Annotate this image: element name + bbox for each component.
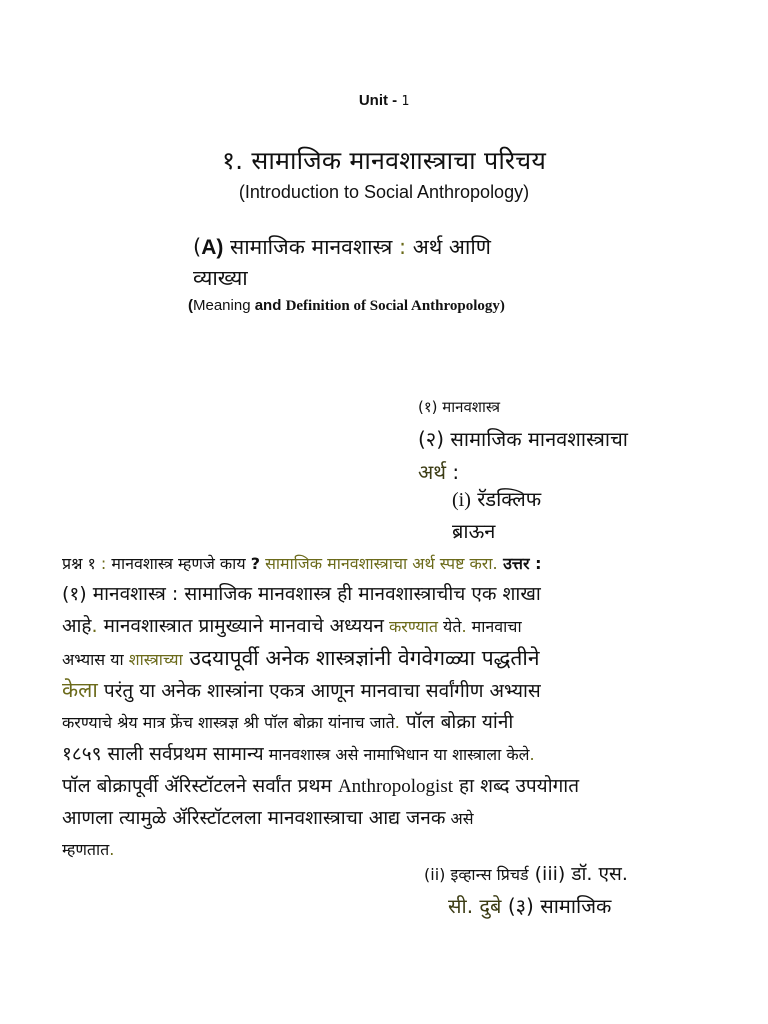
answer-l6-b: मानवशास्त्र असे नामाभिधान या शास्त्राला केले (263, 745, 530, 764)
chapter-title: १. सामाजिक मानवशास्त्राचा परिचय (221, 146, 547, 175)
question-period: . (492, 554, 498, 573)
chapter-subtitle: (Introduction to Social Anthropology) (238, 182, 530, 202)
answer-line-8 (62, 802, 702, 834)
answer-l2-dot: . (91, 615, 98, 637)
answer-l2-b: मानवशास्त्रात प्रामुख्याने मानवाचे अध्ययन (97, 615, 384, 637)
answer-l8-a: आणला त्यामुळे ॲरिस्टॉटलला मानवशास्त्राचा आद्य जनक (62, 807, 446, 829)
unit-heading (0, 92, 768, 109)
answer-l7-latin: Anthropologist (337, 776, 453, 797)
footer-line2-a: सी. दुबे (448, 894, 502, 918)
answer-l7-a: पॉल बोक्रापूर्वी ॲरिस्टॉटलने सर्वांत प्रथम (62, 775, 338, 797)
answer-line-5 (62, 706, 702, 738)
answer-l5-b: पॉल बोक्रा यांनी (399, 711, 514, 733)
toc-item-5: ब्राऊन (452, 519, 496, 543)
answer-l2-c: करण्यात (383, 617, 438, 636)
answer-l3-a: अभ्यास या (62, 650, 124, 669)
answer-line-1 (62, 578, 702, 610)
footer-line1-a: (ii) इव्हान्स प्रिचर्ड (424, 865, 529, 884)
question-part1: मानवशास्त्र म्हणजे काय (111, 554, 251, 573)
section-a-marker: A) (201, 236, 224, 259)
answer-l9-dot: . (109, 840, 115, 859)
question-colon: : (95, 554, 112, 573)
answer-l4-a: केला (62, 678, 98, 702)
section-a-heading-part1: सामाजिक मानवशास्त्र (223, 235, 393, 259)
answer-label: उत्तर : (497, 554, 542, 573)
footer-line-2 (448, 892, 611, 919)
toc-item-4-roman: (i) (452, 489, 471, 511)
answer-l2-a: आहे (62, 615, 92, 637)
section-a-paren: ( (193, 235, 202, 259)
footer-line1-b: (iii) डॉ. एस. (528, 863, 628, 885)
footer-line-1 (424, 860, 628, 886)
footer-line2-b: (३) सामाजिक (501, 894, 612, 918)
answer-l5-a: करण्याचे श्रेय मात्र फ्रेंच शास्त्रज्ञ श्री पॉल बोक्रा यांनाच जाते (62, 713, 395, 732)
answer-l1-text: सामाजिक मानवशास्त्र ही मानवशास्त्राचीच एक शाखा (178, 583, 541, 605)
toc-item-3-colon: : (446, 460, 460, 484)
answer-l7-b: हा शब्द उपयोगात (453, 775, 580, 797)
unit-label: Unit - (358, 92, 398, 109)
question-part2: सामाजिक मानवशास्त्राचा अर्थ स्पष्ट करा (259, 554, 493, 573)
answer-l2-e: मानवाचा (466, 617, 522, 636)
section-a-heading (193, 232, 553, 293)
section-a-subtitle (188, 296, 505, 315)
answer-line-3 (62, 642, 702, 674)
section-a-heading-part2: अर्थ आणि (406, 235, 491, 259)
answer-l1-num: (१) मानवशास्त्र : (62, 583, 179, 605)
question-line (62, 552, 542, 574)
toc-item-3 (418, 458, 459, 485)
answer-l3-c: उदयापूर्वी अनेक शास्त्रज्ञांनी वेगवेगळ्या पद्धतीने (182, 646, 540, 670)
answer-l2-d: येते (437, 617, 462, 636)
section-a-colon: : (392, 235, 407, 259)
toc-item-2: (२) सामाजिक मानवशास्त्राचा (418, 427, 628, 451)
answer-paragraph (62, 578, 702, 866)
toc-item-4 (452, 485, 541, 512)
answer-l8-b: असे (445, 809, 474, 828)
answer-l6-dot: . (529, 745, 535, 764)
answer-l5-dot: . (394, 713, 400, 732)
question-label: प्रश्न १ (62, 554, 96, 573)
question-mark: ? (250, 554, 260, 573)
answer-line-2 (62, 610, 702, 642)
section-a-heading-line2: व्याख्या (193, 266, 248, 290)
answer-l4-b: परंतु या अनेक शास्त्रांना एकत्र आणून मानवाचा सर्वांगीण अभ्यास (97, 680, 541, 702)
section-a-subtitle-part1: Meaning (193, 297, 251, 314)
toc-item-3-word: अर्थ (418, 460, 447, 484)
toc-item-1: (१) मानवशास्त्र (418, 398, 500, 416)
answer-l2-dot2: . (461, 617, 467, 636)
toc-item-4-text: रॅडक्लिफ (470, 487, 542, 511)
answer-l3-b: शास्त्राच्या (123, 650, 183, 669)
section-a-subtitle-part3: Definition of Social Anthropology) (285, 298, 505, 314)
section-a-subtitle-paren: ( (188, 297, 193, 314)
answer-line-4 (62, 674, 702, 706)
answer-l9-a: म्हणतात (62, 840, 110, 859)
answer-l6-a: १८५९ साली सर्वप्रथम सामान्य (62, 743, 264, 765)
answer-line-6 (62, 738, 702, 770)
unit-number: 1 (401, 94, 410, 109)
section-a-subtitle-part2: and (250, 297, 286, 314)
answer-line-7 (62, 770, 702, 802)
